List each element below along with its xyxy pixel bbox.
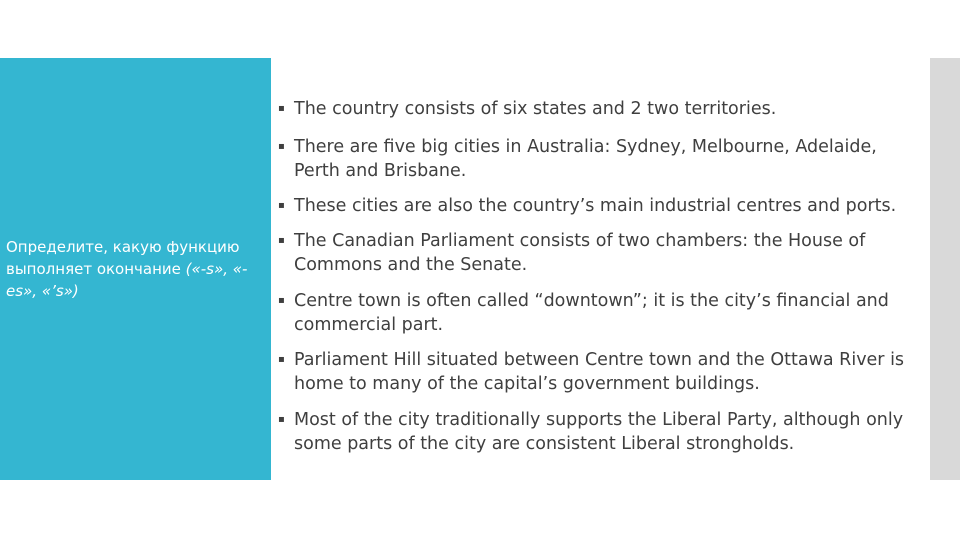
bullet-text: Centre town is often called “downtown”; it is the city’s financial and commercial part. [294,291,889,335]
bullet-item [278,194,918,218]
bullet-marker-icon: ▪ [278,295,285,306]
bullet-marker-icon: ▪ [278,414,285,425]
bullet-marker-icon: ▪ [278,354,285,365]
bullet-text: The country consists of six states and 2 two territories. [294,99,777,119]
bullet-text: These cities are also the country’s main industrial centres and ports. [294,196,897,216]
bullet-text: The Canadian Parliament consists of two chambers: the House of Commons and the Senate. [294,231,866,275]
bullet-item [278,97,918,121]
bullet-item [278,348,918,396]
bullet-text: Parliament Hill situated between Centre town and the Ottawa River is home to many of the capital’s government buildings. [294,350,905,394]
slide-subtitle [6,236,268,302]
bullet-marker-icon: ▪ [278,141,285,152]
bullet-item [278,289,918,337]
bullet-item [278,229,918,277]
subtitle-emphasis: («-s», «-es», «’s») [6,260,248,300]
bullet-item [278,408,918,456]
side-strip [930,58,960,480]
bullet-marker-icon: ▪ [278,200,285,211]
bullet-marker-icon: ▪ [278,103,285,114]
bullet-text: There are five big cities in Australia: Sydney, Melbourne, Adelaide, Perth and Brisbane. [294,137,877,181]
subtitle-main: Определите, какую функцию выполняет окончание [6,238,240,278]
bullet-text: Most of the city traditionally supports the Liberal Party, although only some parts of the city are consistent Liberal strongholds. [294,410,904,454]
bullet-marker-icon: ▪ [278,235,285,246]
bullet-item [278,135,918,183]
